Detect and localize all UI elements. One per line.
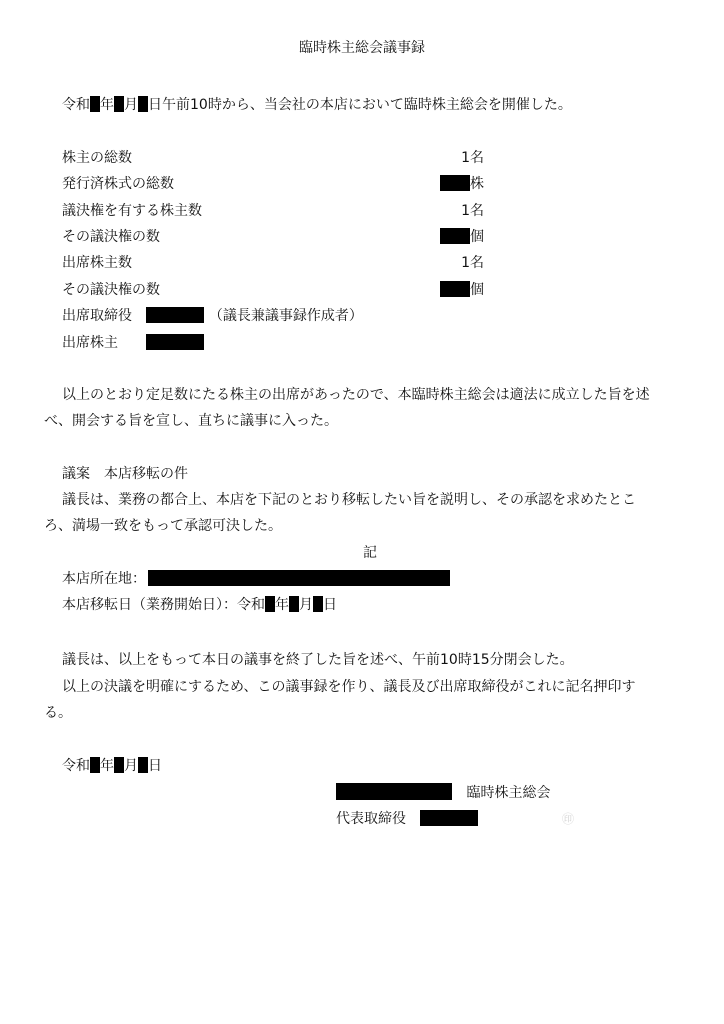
document-date xyxy=(62,756,162,776)
year-label: 年 xyxy=(100,758,114,774)
redaction-bar xyxy=(440,281,470,297)
month-label: 月 xyxy=(124,758,138,774)
director-note: （議長兼議事録作成者） xyxy=(208,308,363,324)
document-title: 臨時株主総会議事録 xyxy=(299,40,425,56)
era-text: 令和 xyxy=(62,97,90,113)
stat-label: 発行済株式の総数 xyxy=(62,176,174,192)
role-label: 代表取締役 xyxy=(336,811,406,827)
location-label: 本店所在地： xyxy=(62,571,146,587)
day-label: 日 xyxy=(323,597,337,613)
location-line xyxy=(62,569,450,589)
redaction-bar xyxy=(114,96,124,112)
redaction-bar xyxy=(146,334,204,350)
director-label: 出席取締役 xyxy=(62,308,132,324)
quorum-line-1: 以上のとおり定足数にたる株主の出席があったので、本臨時株主総会は適法に成立した旨を述 xyxy=(62,387,650,403)
month-label: 月 xyxy=(299,597,313,613)
signature-meeting-line xyxy=(336,783,550,803)
stat-value: 1名 xyxy=(461,203,484,219)
redaction-bar xyxy=(313,596,323,612)
closing-line-3: る。 xyxy=(44,705,72,721)
redaction-bar xyxy=(146,307,204,323)
meeting-name: 臨時株主総会 xyxy=(466,785,551,801)
redaction-bar xyxy=(289,596,299,612)
stat-label: その議決権の数 xyxy=(62,282,160,298)
redaction-bar xyxy=(138,96,148,112)
shareholder-line xyxy=(62,333,204,353)
year-label: 年 xyxy=(100,97,114,113)
stat-value: 株 xyxy=(334,174,484,194)
move-date-label: 本店移転日（業務開始日）：令和 xyxy=(62,597,265,613)
agenda-line-2: ろ、満場一致をもって承認可決した。 xyxy=(44,518,282,534)
redaction-bar xyxy=(138,757,148,773)
closing-line-2: 以上の決議を明確にするため、この議事録を作り、議長及び出席取締役がこれに記名押印す xyxy=(62,679,636,695)
director-line xyxy=(62,306,363,326)
redaction-bar xyxy=(440,175,470,191)
ki-heading: 記 xyxy=(363,545,377,561)
intro-text: 日午前10時から、当会社の本店において臨時株主総会を開催した。 xyxy=(148,97,572,113)
stat-label: 議決権を有する株主数 xyxy=(62,203,202,219)
redaction-bar xyxy=(148,570,450,586)
redaction-bar xyxy=(420,810,478,826)
stat-value: 1名 xyxy=(461,150,484,166)
stat-label: 出席株主数 xyxy=(62,255,132,271)
redaction-bar xyxy=(90,757,100,773)
move-date-line xyxy=(62,595,337,615)
stat-value: 個 xyxy=(334,280,484,300)
stat-value: 1名 xyxy=(461,255,484,271)
agenda-line-1: 議長は、業務の都合上、本店を下記のとおり移転したい旨を説明し、その承認を求めたとこ xyxy=(62,492,636,508)
shareholder-label: 出席株主 xyxy=(62,335,118,351)
redaction-bar xyxy=(90,96,100,112)
signature-role-line xyxy=(336,809,478,829)
redaction-bar xyxy=(336,783,452,800)
day-label: 日 xyxy=(148,758,162,774)
seal-mark: ㊞ xyxy=(562,812,575,826)
redaction-bar xyxy=(440,228,470,244)
redaction-bar xyxy=(265,596,275,612)
year-label: 年 xyxy=(275,597,289,613)
quorum-line-2: べ、開会する旨を宣し、直ちに議事に入った。 xyxy=(44,413,338,429)
stat-label: その議決権の数 xyxy=(62,229,160,245)
month-label: 月 xyxy=(124,97,138,113)
stat-label: 株主の総数 xyxy=(62,150,132,166)
intro-paragraph xyxy=(62,95,572,115)
closing-line-1: 議長は、以上をもって本日の議事を終了した旨を述べ、午前10時15分閉会した。 xyxy=(62,652,574,668)
redaction-bar xyxy=(114,757,124,773)
era-text: 令和 xyxy=(62,758,90,774)
stat-value: 個 xyxy=(334,227,484,247)
agenda-heading: 議案 本店移転の件 xyxy=(62,466,188,482)
